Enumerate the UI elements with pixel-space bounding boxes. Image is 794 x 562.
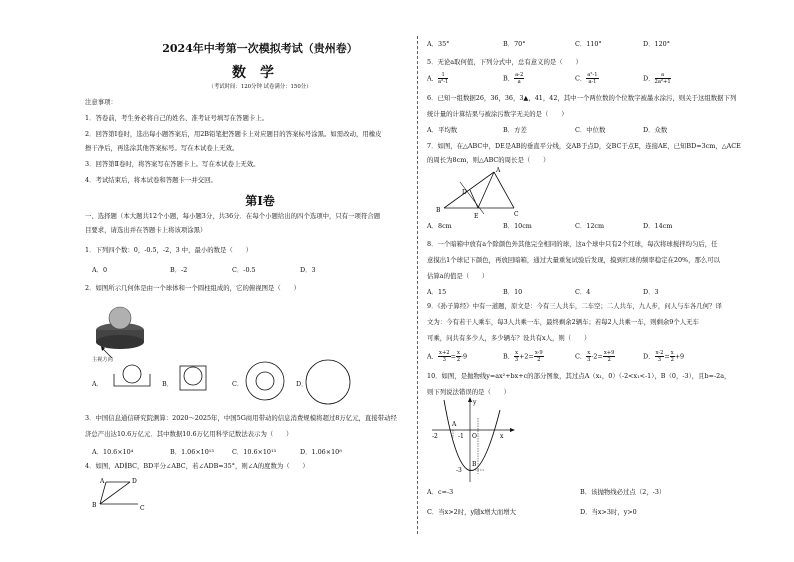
tick-minus-3: -3 bbox=[456, 467, 462, 474]
q9-option-d: D． $\frac{x-2}{3}$ = $\frac{x}{2}$ +9 bbox=[643, 350, 685, 363]
q4-stem: 4．如图，AD∥BC，BD平分∠ABC，若∠ADB=35°，则∠A的度数为（ ） bbox=[85, 462, 309, 470]
note-2a: 2．回答第Ⅰ卷时，选出每小题答案后，用2B铅笔把答题卡上对应题目的答案标号涂黑。如需改动，用橡皮 bbox=[85, 130, 382, 138]
note-2b: 擦干净后，再选涂其他答案标号。写在本试卷上无效。 bbox=[85, 144, 239, 152]
q5-stem: 5．无论a取何值，下列分式中，总有意义的是（ ） bbox=[427, 58, 582, 66]
origin-label: O bbox=[472, 433, 477, 440]
q4-label-d: D bbox=[132, 478, 137, 485]
q8-option-b: B．10 bbox=[503, 288, 523, 296]
q9-option-a: A． $\frac{x+2}{3}$ = $\frac{x}{2}$ -9 bbox=[427, 350, 468, 363]
q10-option-a: A．c=-3 bbox=[427, 488, 454, 496]
tick-minus-2: -2 bbox=[432, 433, 438, 440]
q3-option-b: B．1.06×10¹³ bbox=[170, 448, 214, 456]
q7-label-b: B bbox=[436, 207, 441, 214]
q2-stem: 2．如图所示几何体是由一个球体和一个圆柱组成的，它的俯视图是（ ） bbox=[85, 284, 300, 292]
q1-option-d: D．3 bbox=[300, 266, 316, 274]
q2-option-d: D． bbox=[296, 380, 308, 388]
q2-option-c: C． bbox=[232, 380, 244, 388]
q7-label-c: C bbox=[514, 211, 519, 218]
q4-label-a: A bbox=[100, 478, 105, 485]
q6-line2: 统计量的计算结果与被涂污数字无关的是（ ） bbox=[427, 110, 568, 118]
q9-option-c: C． $\frac{x}{3}$ -2= $\frac{x+9}{2}$ bbox=[575, 350, 615, 363]
q10-line1: 10．如图，是抛物线y=ax²+bx+c的部分图象，其过点A（x₁，0）（-2<x₁<-1），B（0，-3），且b=-2a， bbox=[427, 372, 731, 380]
q7-line1: 7．如图，在△ABC中，DE是AB的垂直平分线，交AB于点D，交BC于点E，连接AE，已知BD=3cm，△ACE bbox=[427, 142, 741, 150]
q7-option-a: A．8cm bbox=[427, 222, 452, 230]
tick-minus-1: -1 bbox=[458, 433, 464, 440]
q4-label-c: C bbox=[140, 505, 145, 512]
q9-line2: 文为：今有若干人乘车，每3人共乘一车，最终剩余2辆车；若每2人共乘一车，则剩余9个人无车 bbox=[427, 318, 699, 326]
note-4: 4．考试结束后，将本试卷和答题卡一并交回。 bbox=[85, 176, 217, 184]
notes-heading: 注意事项： bbox=[85, 98, 117, 106]
q2-option-b: B． bbox=[162, 380, 174, 388]
point-a-label: A bbox=[452, 421, 457, 428]
q5-option-c: C． $\frac{\text{a²-1}}{a-1}$ bbox=[575, 72, 598, 85]
q6-option-c: C．中位数 bbox=[575, 126, 606, 134]
q6-option-b: B．方差 bbox=[503, 126, 527, 134]
q8-option-d: D．3 bbox=[643, 288, 659, 296]
q2-option-a: A． bbox=[92, 380, 104, 388]
q5-option-a: A． $\frac{1}{\text{a²-1}}$ bbox=[427, 72, 449, 85]
q4-figure bbox=[90, 472, 160, 512]
q2-solid-figure bbox=[92, 296, 152, 358]
point-b-label: B bbox=[472, 461, 477, 468]
exam-meta: （考试时间：120分钟 试卷满分：150分） bbox=[208, 84, 312, 90]
q1-option-b: B．-2 bbox=[170, 266, 188, 274]
q10-option-d: D．当x>3时，y>0 bbox=[580, 508, 637, 516]
q2-option-b-figure bbox=[176, 360, 210, 394]
q1-option-a: A．0 bbox=[92, 266, 108, 274]
q5-option-b: B． $\frac{a-2}{a}$ bbox=[503, 72, 524, 85]
q2-option-c-figure bbox=[244, 360, 286, 402]
q2-view-label: 主视方向 bbox=[92, 357, 113, 363]
q8-line3: 估算a的值是（ ） bbox=[427, 272, 489, 280]
q4-option-c: C．110° bbox=[575, 40, 602, 48]
q10-parabola-figure bbox=[430, 396, 520, 486]
cylinder-bottom bbox=[96, 335, 144, 349]
axis-label-y: y bbox=[473, 399, 477, 406]
section1-line1: 一、选择题（本大题共12个小题，每小题3分，共36分．在每个小题给出的四个选项中，只有一项符合题 bbox=[85, 212, 381, 220]
subject-title: 数学 bbox=[232, 65, 288, 81]
q3-option-c: C．10.6×10¹³ bbox=[232, 448, 277, 456]
q8-option-c: C．4 bbox=[575, 288, 591, 296]
q6-option-d: D．众数 bbox=[643, 126, 668, 134]
q7-option-c: C．12cm bbox=[575, 222, 605, 230]
q2-option-d-figure bbox=[304, 358, 352, 406]
q7-label-e: E bbox=[474, 213, 479, 220]
volume-title: 第Ⅰ卷 bbox=[245, 194, 275, 208]
column-divider bbox=[417, 36, 418, 534]
q7-line2: 的周长为8cm，则△ABC的周长是（ ） bbox=[427, 156, 550, 164]
q6-line1: 6．已知一组数据26，36，36，3▲，41，42，其中一个两位数的个位数字被墨水涂污，则关于这组数据下列 bbox=[427, 94, 737, 102]
q2-option-a-figure bbox=[112, 362, 154, 392]
q8-line2: 意摸出1个球记下颜色，再放回暗箱，通过大量重复试验后发现，摸到红球的频率稳定在20%，那么可以 bbox=[427, 256, 721, 264]
q9-line1: 9．《孙子算经》中有一道题，原文是：今有三人共车，二车空；二人共车，九人步，问人与车各几何？译 bbox=[427, 302, 722, 310]
q1-option-c: C．-0.5 bbox=[232, 266, 256, 274]
exam-title: 2024年中考第一次模拟考试（贵州卷） bbox=[162, 42, 358, 55]
q7-label-d: D bbox=[462, 189, 467, 196]
q6-option-a: A．平均数 bbox=[427, 126, 458, 134]
q8-option-a: A．15 bbox=[427, 288, 447, 296]
q7-option-b: B．10cm bbox=[503, 222, 532, 230]
q4-option-b: B．70° bbox=[503, 40, 526, 48]
q10-option-b: B．该抛物线必过点（2，-3） bbox=[580, 488, 666, 496]
q3-option-d: D．1.06×10⁸ bbox=[300, 448, 342, 456]
q10-line2: 则下列说法错误的是（ ） bbox=[427, 388, 511, 396]
q4-option-d: D．120° bbox=[643, 40, 670, 48]
q10-option-c: C．当x>2时，y随x增大而增大 bbox=[427, 508, 517, 516]
q9-option-b: B． $\frac{x}{3}$ +2= $\frac{x-9}{2}$ bbox=[503, 350, 543, 363]
q3-line1: 3．中国信息通信研究院测算：2020～2025年，中国5G商用带动的信息消费规模将超过8万亿元，直接带动经 bbox=[85, 414, 397, 422]
note-1: 1．答卷前，考生务必将自己的姓名、准考证号填写在答题卡上。 bbox=[85, 114, 269, 122]
q7-figure bbox=[432, 164, 532, 220]
q4-option-a: A．35° bbox=[427, 40, 450, 48]
q9-line3: 可乘，问共有多少人，多少辆车？设共有x人，则（ ） bbox=[427, 334, 591, 342]
q4-label-b: B bbox=[92, 502, 97, 509]
q7-label-a: A bbox=[496, 167, 501, 174]
section1-line2: 目要求，请选出并在答题卡上将该项涂黑） bbox=[85, 226, 207, 234]
q5-option-d: D． $\frac{a}{\text{2a²+1}}$ bbox=[643, 72, 671, 85]
q3-line2: 济总产出达10.6万亿元．其中数据10.6万亿用科学记数法表示为（ ） bbox=[85, 430, 293, 438]
q1-stem: 1．下列四个数：0，-0.5，-2，3 中，最小的数是（ ） bbox=[85, 246, 252, 254]
sphere bbox=[109, 307, 131, 329]
q7-option-d: D．14cm bbox=[643, 222, 673, 230]
note-3: 3．回答第Ⅱ卷时，将答案写在答题卡上。写在本试卷上无效。 bbox=[85, 160, 260, 168]
axis-label-x: x bbox=[500, 433, 504, 440]
q8-line1: 8．一个暗箱中放有a个除颜色外其他完全相同的球，这a个球中只有2个红球，每次将球搅拌均匀后，任 bbox=[427, 240, 718, 248]
q3-option-a: A．10.6×10⁴ bbox=[92, 448, 134, 456]
